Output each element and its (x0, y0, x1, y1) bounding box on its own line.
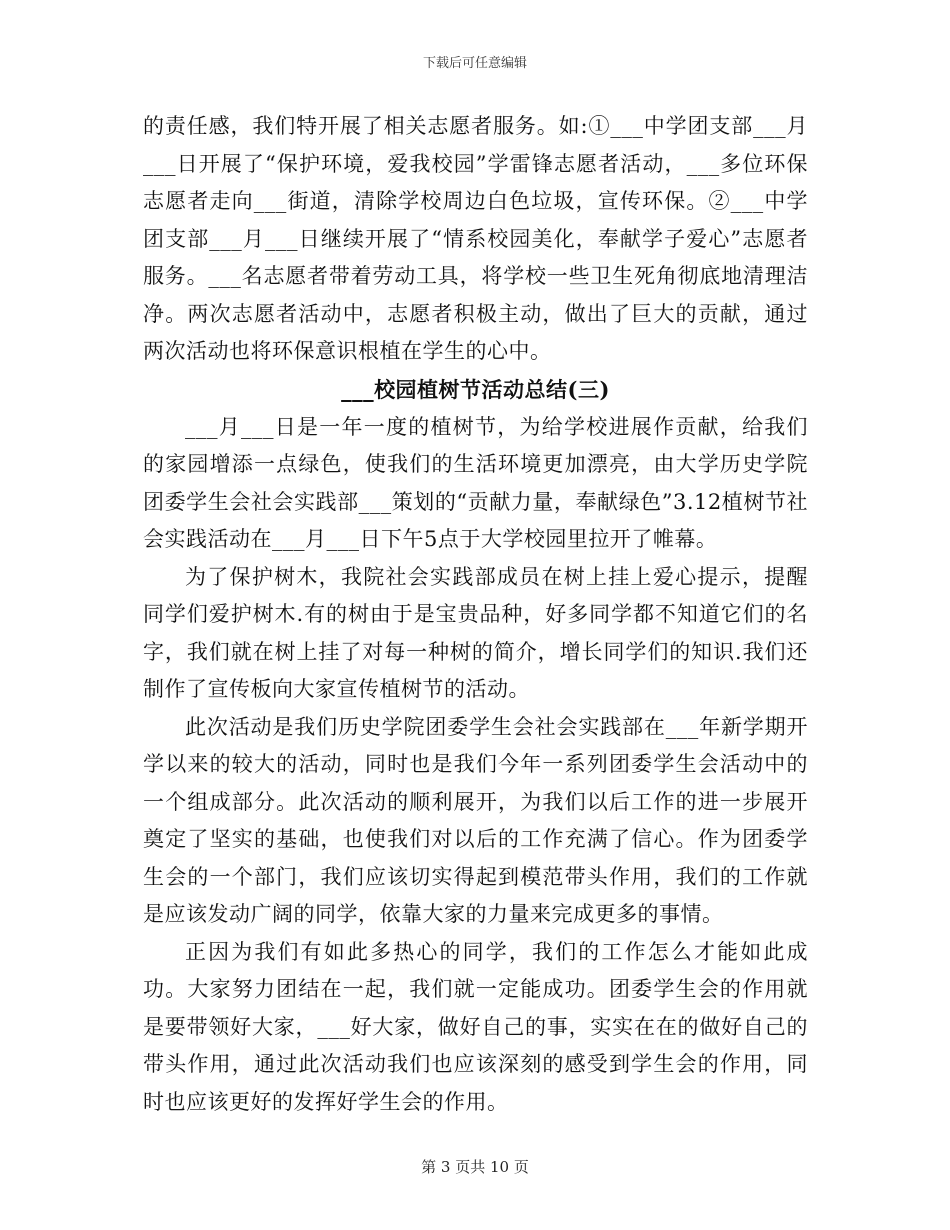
paragraph: 此次活动是我们历史学院团委学生会社会实践部在___年新学期开学以来的较大的活动，同时也是我们今年一系列团委学生会活动中的一个组成部分。此次活动的顺利展开，为我们以后工作的进一步展开奠定了坚实的基础，也使我们对以后的工作充满了信心。作为团委学生会的一个部门，我们应该切实得起到模范带头作用，我们的工作就是应该发动广阔的同学，依靠大家的力量来完成更多的事情。 (143, 714, 808, 926)
page-number: 第 3 页共 10 页 (421, 1158, 529, 1176)
page-header: 下载后可任意编辑 (422, 56, 527, 71)
paragraph: 为了保护树木，我院社会实践部成员在树上挂上爱心提示，提醒同学们爱护树木.有的树由于是宝贵品种，好多同学都不知道它们的名字，我们就在树上挂了对每一种树的简介，增长同学们的知识.我们还制作了宣传板向大家宣传植树节的活动。 (143, 564, 808, 701)
section-title: ___校园植树节活动总结(三) (341, 376, 610, 402)
paragraph: ___月___日是一年一度的植树节，为给学校进展作贡献，给我们的家园增添一点绿色，使我们的生活环境更加漂亮，由大学历史学院团委学生会社会实践部___策划的“贡献力量，奉献绿色”3.12植树节社会实践活动在___月___日下午5点于大学校园里拉开了帷幕。 (143, 414, 808, 551)
paragraph: 正因为我们有如此多热心的同学，我们的工作怎么才能如此成功。大家努力团结在一起，我们就一定能成功。团委学生会的作用就是要带领好大家，___好大家，做好自己的事，实实在在的做好自己的带头作用，通过此次活动我们也应该深刻的感受到学生会的作用，同时也应该更好的发挥好学生会的作用。 (143, 939, 808, 1114)
paragraph-continued: 的责任感，我们特开展了相关志愿者服务。如:①___中学团支部___月___日开展了“保护环境，爱我校园”学雷锋志愿者活动，___多位环保志愿者走向___街道，清除学校周边白色垃圾，宣传环保。②___中学团支部___月___日继续开展了“情系校园美化，奉献学子爱心”志愿者服务。___名志愿者带着劳动工具，将学校一些卫生死角彻底地清理洁净。两次志愿者活动中，志愿者积极主动，做出了巨大的贡献，通过两次活动也将环保意识根植在学生的心中。 (143, 114, 808, 363)
document-body (143, 108, 808, 1121)
